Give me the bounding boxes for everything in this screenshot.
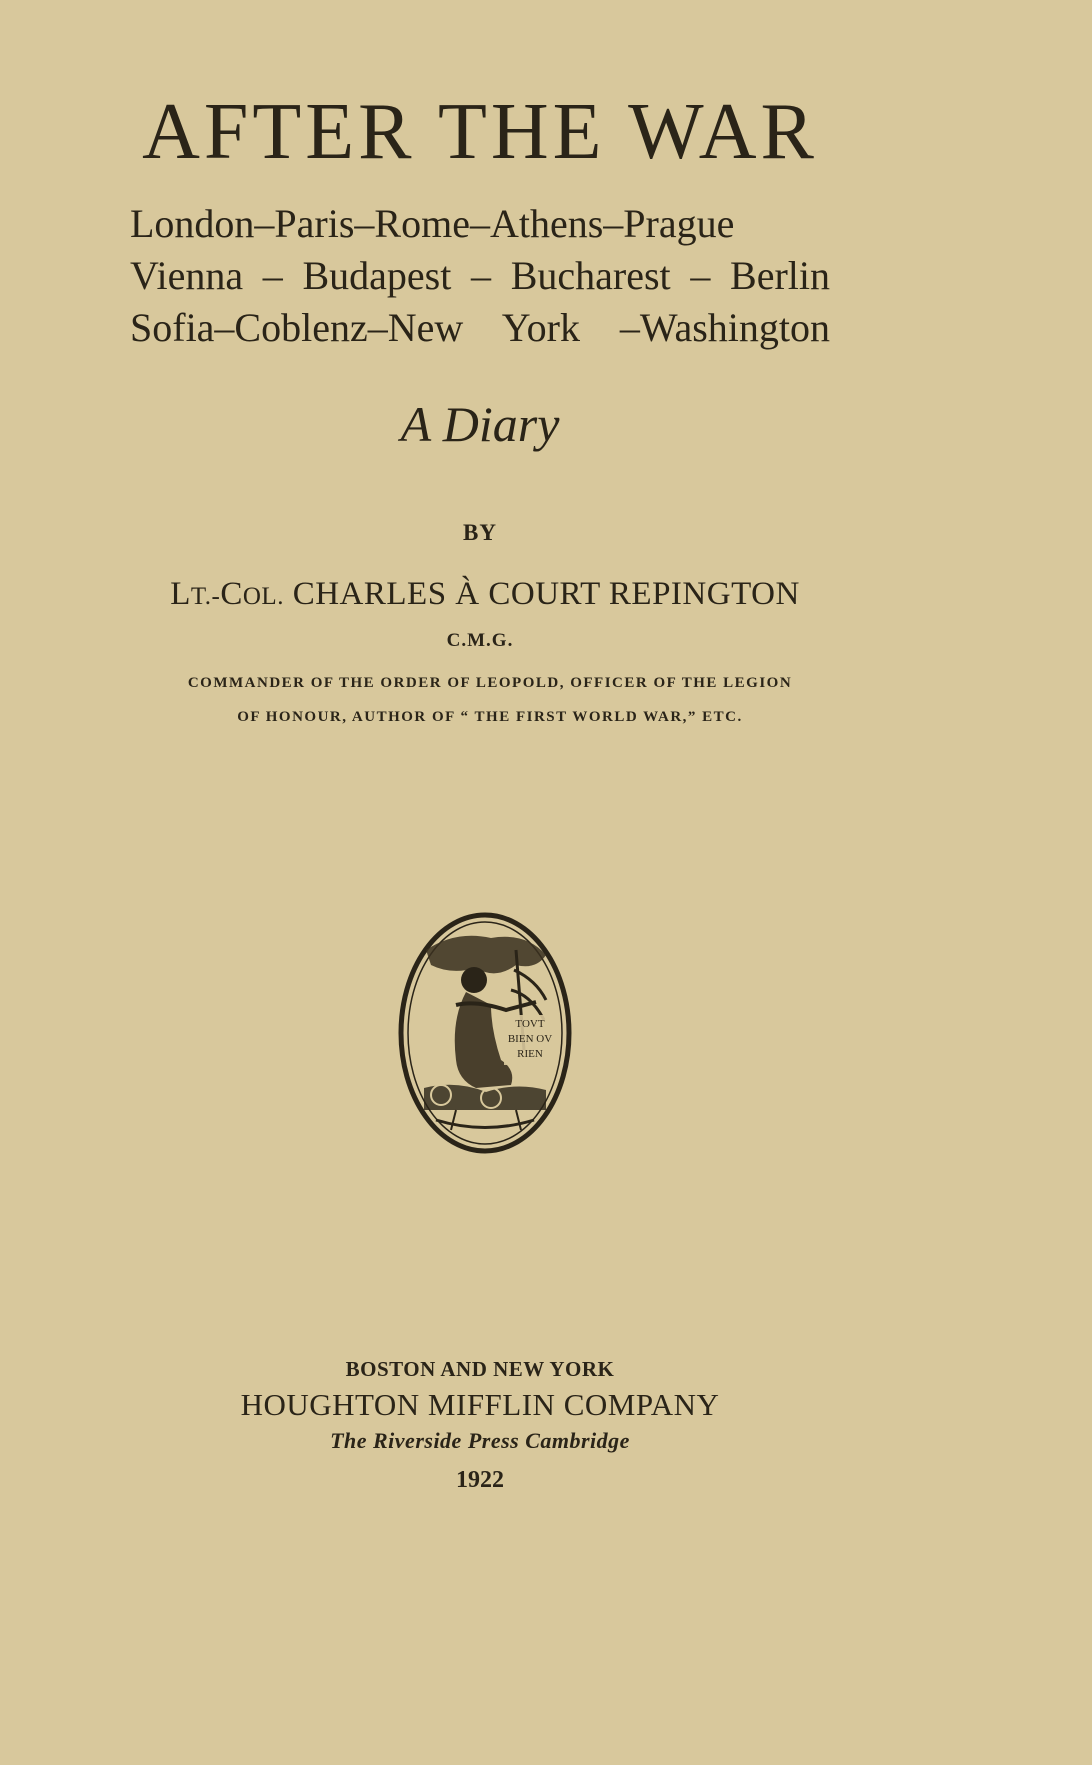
publisher-emblem-icon bbox=[396, 910, 574, 1156]
emblem-motto-line-3: RIEN bbox=[517, 1048, 543, 1060]
book-title: AFTER THE WAR bbox=[142, 88, 818, 176]
rank-initial-1: L bbox=[170, 576, 191, 612]
rank-small-1: T.- bbox=[190, 583, 221, 610]
emblem-motto-line-2: BIEN OV bbox=[507, 1033, 553, 1045]
honours-line-1: COMMANDER OF THE ORDER OF LEOPOLD, OFFICER OF THE LEGION bbox=[187, 675, 793, 691]
by-line: BY bbox=[463, 520, 497, 545]
publisher-name: HOUGHTON MIFFLIN COMPANY bbox=[240, 1387, 720, 1422]
author-honours bbox=[150, 666, 830, 734]
author-degree: C.M.G. bbox=[446, 630, 514, 651]
author-full-name: CHARLES À COURT REPINGTON bbox=[292, 576, 800, 612]
cities-list bbox=[130, 198, 830, 354]
rank-small-2: OL. bbox=[242, 583, 284, 610]
publication-year: 1922 bbox=[456, 1467, 504, 1493]
publisher-city: BOSTON AND NEW YORK bbox=[345, 1357, 615, 1381]
author-name bbox=[140, 576, 830, 613]
cities-line-3: Sofia–Coblenz–New York –Washington bbox=[130, 305, 830, 350]
cities-line-2: Vienna – Budapest – Bucharest – Berlin bbox=[130, 253, 830, 298]
publisher-press: The Riverside Press Cambridge bbox=[330, 1428, 630, 1453]
rank-initial-2: C bbox=[220, 576, 243, 612]
cities-line-1: London–Paris–Rome–Athens–Prague bbox=[130, 201, 735, 246]
book-subtitle: A Diary bbox=[400, 396, 560, 452]
emblem-motto-line-1: TOVT bbox=[515, 1018, 545, 1030]
honours-line-2: OF HONOUR, AUTHOR OF “ THE FIRST WORLD WAR,” ETC. bbox=[237, 709, 743, 725]
